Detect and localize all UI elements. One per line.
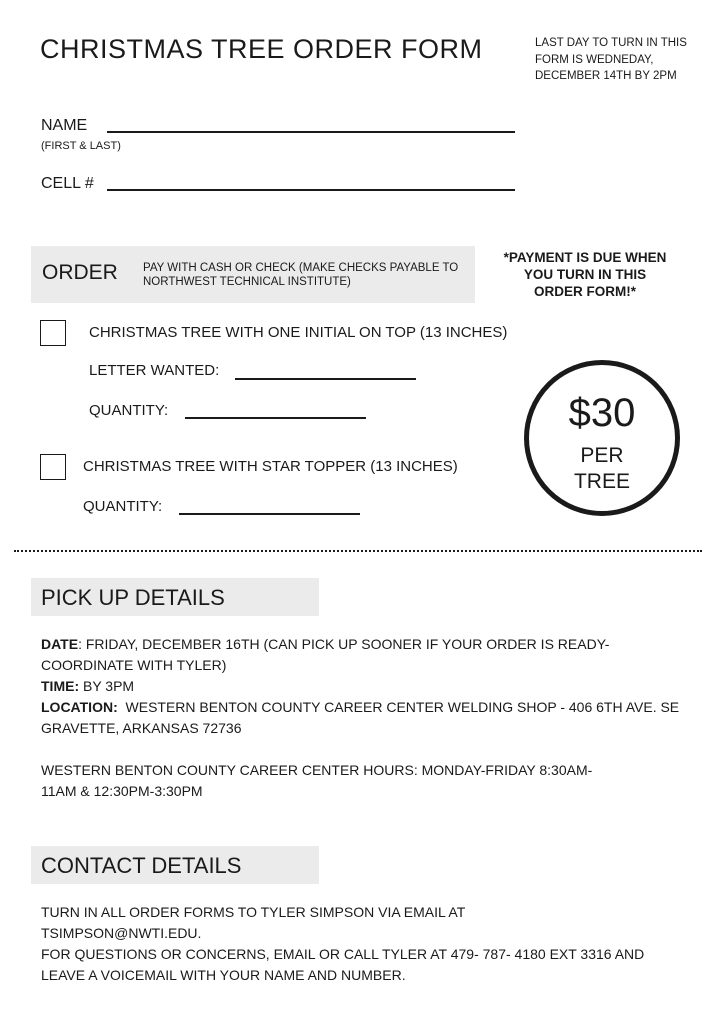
price-amount: $30	[568, 391, 636, 435]
quantity-field-2[interactable]	[179, 513, 360, 515]
quantity-label-1: QUANTITY:	[89, 402, 169, 419]
initial-tree-checkbox[interactable]	[40, 320, 66, 346]
price-unit-tree: TREE	[573, 470, 630, 493]
pickup-time	[41, 676, 671, 697]
quantity-field-1[interactable]	[185, 417, 366, 419]
contact-title: CONTACT DETAILS	[41, 853, 242, 878]
deadline-note: LAST DAY TO TURN IN THIS FORM IS WEDNEDAY, DECEMBER 14TH BY 2PM	[535, 37, 687, 82]
location-text: WESTERN BENTON COUNTY CAREER CENTER WELDING SHOP - 406 6TH AVE. SE GRAVETTE, ARKANSAS 72736	[41, 699, 684, 736]
letter-wanted-label: LETTER WANTED:	[89, 362, 220, 379]
price-unit-per: PER	[580, 444, 624, 467]
location-label: LOCATION:	[41, 699, 118, 715]
time-label: TIME:	[41, 678, 80, 694]
date-label: DATE	[41, 636, 79, 652]
payment-method-note: PAY WITH CASH OR CHECK (MAKE CHECKS PAYABLE TO NORTHWEST TECHNICAL INSTITUTE)	[143, 262, 459, 288]
order-label: ORDER	[42, 261, 118, 284]
initial-tree-option-label: CHRISTMAS TREE WITH ONE INITIAL ON TOP (13 INCHES)	[89, 324, 508, 341]
quantity-label-2: QUANTITY:	[83, 498, 163, 515]
name-sublabel: (FIRST & LAST)	[41, 140, 121, 152]
career-center-hours: WESTERN BENTON COUNTY CAREER CENTER HOURS: MONDAY-FRIDAY 8:30AM-11AM & 12:30PM-3:30PM	[41, 762, 593, 799]
price-badge	[524, 360, 680, 516]
time-text: BY 3PM	[79, 678, 135, 694]
contact-phone-instructions: FOR QUESTIONS OR CONCERNS, EMAIL OR CALL TYLER AT 479- 787- 4180 EXT 3316 AND LEAVE A VOICEMAIL WITH YOUR NAME AND NUMBER.	[41, 946, 645, 983]
date-text: : FRIDAY, DECEMBER 16TH (CAN PICK UP SOONER IF YOUR ORDER IS READY- COORDINATE WITH TYLER)	[41, 636, 610, 673]
letter-wanted-field[interactable]	[235, 378, 416, 380]
star-tree-checkbox[interactable]	[40, 454, 66, 480]
price-unit	[529, 443, 675, 495]
cell-field[interactable]	[107, 189, 515, 191]
pickup-location	[41, 697, 684, 739]
cut-line-divider	[14, 550, 702, 552]
name-field[interactable]	[107, 131, 515, 133]
pickup-title: PICK UP DETAILS	[41, 585, 225, 610]
contact-email-instructions: TURN IN ALL ORDER FORMS TO TYLER SIMPSON VIA EMAIL AT TSIMPSON@NWTI.EDU.	[41, 904, 465, 941]
name-label: NAME	[41, 117, 88, 134]
page-title: CHRISTMAS TREE ORDER FORM	[40, 34, 483, 64]
cell-label: CELL #	[41, 175, 94, 192]
payment-due-note: *PAYMENT IS DUE WHEN YOU TURN IN THIS ORDER FORM!*	[503, 250, 667, 299]
star-tree-option-label: CHRISTMAS TREE WITH STAR TOPPER (13 INCHES)	[83, 458, 458, 475]
pickup-date	[41, 634, 671, 676]
